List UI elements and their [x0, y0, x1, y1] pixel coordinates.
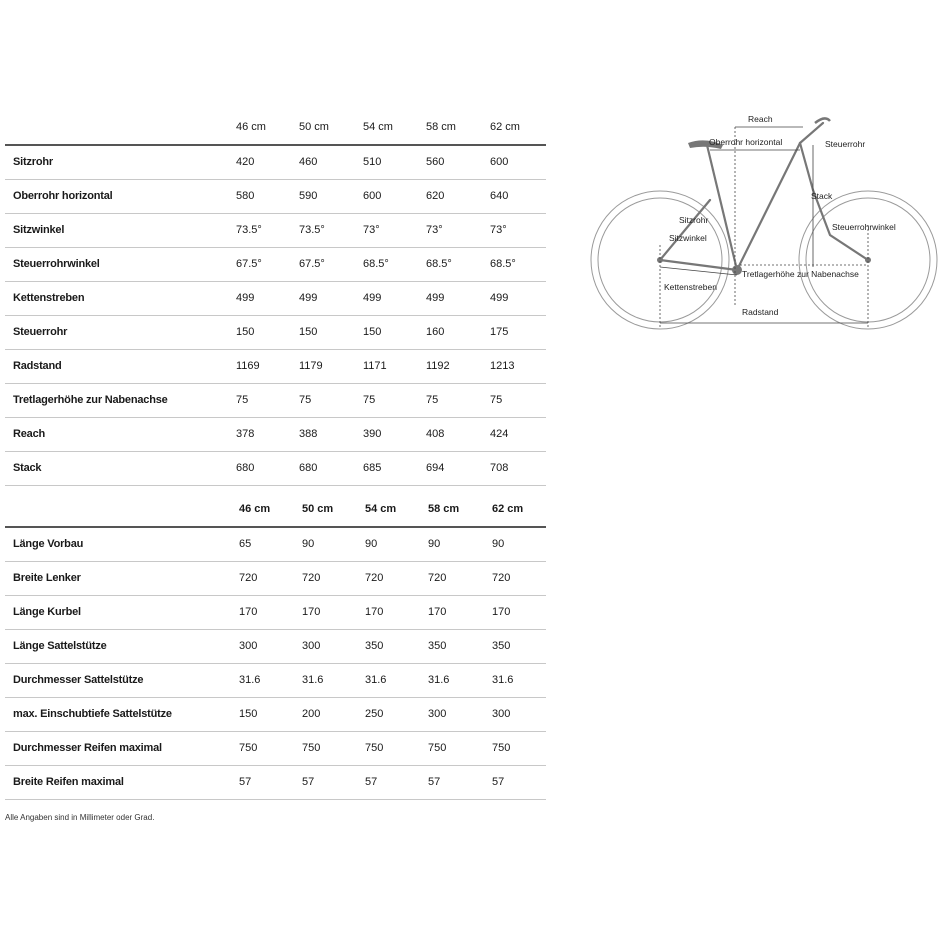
table-cell: 200: [302, 708, 321, 720]
table-cell: 350: [428, 640, 447, 652]
table-row: [5, 316, 546, 350]
table-cell: 720: [492, 572, 511, 584]
table-cell: 720: [302, 572, 321, 584]
table-cell: 73°: [426, 224, 443, 236]
table-cell: 1169: [236, 360, 260, 372]
table-cell: 57: [239, 776, 252, 788]
table-cell: 68.5°: [490, 258, 516, 270]
table-cell: 170: [492, 606, 511, 618]
table-cell: 68.5°: [426, 258, 452, 270]
table-row: [5, 180, 546, 214]
down-tube: [737, 143, 800, 270]
size-header: 62 cm: [490, 121, 520, 133]
bike-geometry-diagram: [585, 105, 940, 340]
table-cell: 170: [239, 606, 258, 618]
table-cell: 408: [426, 428, 445, 440]
bottom-bracket: [732, 265, 742, 275]
table-cell: 499: [426, 292, 445, 304]
geometry-table-header: [5, 111, 546, 145]
table-cell: 57: [428, 776, 441, 788]
table-cell: 73°: [363, 224, 380, 236]
table-row: [5, 418, 546, 452]
table-cell: 90: [492, 538, 505, 550]
table-cell: 1179: [299, 360, 323, 372]
table-row: [5, 698, 546, 732]
table-row: [5, 282, 546, 316]
table-cell: 680: [299, 462, 318, 474]
table-cell: 150: [299, 326, 318, 338]
table-row: [5, 596, 546, 630]
table-cell: 750: [302, 742, 321, 754]
row-label: Radstand: [13, 360, 62, 372]
table-row: [5, 766, 546, 800]
table-cell: 170: [365, 606, 384, 618]
table-cell: 499: [490, 292, 509, 304]
table-cell: 73°: [490, 224, 507, 236]
table-cell: 75: [490, 394, 503, 406]
table-row: [5, 664, 546, 698]
diagram-label-tretlager: Tretlagerhöhe zur Nabenachse: [742, 269, 859, 279]
size-header: 54 cm: [365, 503, 397, 515]
size-header: 46 cm: [236, 121, 266, 133]
size-header: 58 cm: [426, 121, 456, 133]
table-cell: 694: [426, 462, 445, 474]
diagram-label-steuerrohrwinkel: Steuerrohrwinkel: [832, 222, 896, 232]
row-label: max. Einschubtiefe Sattelstütze: [13, 708, 172, 720]
table-cell: 720: [239, 572, 258, 584]
table-cell: 160: [426, 326, 445, 338]
table-row: [5, 732, 546, 766]
table-cell: 390: [363, 428, 382, 440]
table-cell: 75: [236, 394, 249, 406]
diagram-label-reach: Reach: [748, 114, 773, 124]
table-cell: 680: [236, 462, 255, 474]
table-cell: 685: [363, 462, 382, 474]
footnote: Alle Angaben sind in Millimeter oder Grad.: [5, 813, 155, 822]
table-cell: 499: [299, 292, 318, 304]
row-label: Sitzrohr: [13, 156, 53, 168]
table-cell: 175: [490, 326, 509, 338]
table-cell: 750: [492, 742, 511, 754]
seatstay: [660, 200, 710, 260]
table-cell: 720: [365, 572, 384, 584]
size-header: 62 cm: [492, 503, 524, 515]
row-label: Oberrohr horizontal: [13, 190, 113, 202]
table-cell: 600: [490, 156, 509, 168]
diagram-label-sitzrohr: Sitzrohr: [679, 215, 709, 225]
row-label: Kettenstreben: [13, 292, 85, 304]
table-cell: 300: [239, 640, 258, 652]
table-cell: 31.6: [428, 674, 450, 686]
table-cell: 150: [363, 326, 382, 338]
table-cell: 65: [239, 538, 252, 550]
diagram-label-radstand: Radstand: [742, 307, 779, 317]
table-cell: 250: [365, 708, 384, 720]
table-cell: 57: [365, 776, 378, 788]
table-cell: 170: [428, 606, 447, 618]
table-cell: 31.6: [239, 674, 261, 686]
table-cell: 73.5°: [299, 224, 325, 236]
row-label: Länge Vorbau: [13, 538, 84, 550]
table-row: [5, 146, 546, 180]
table-cell: 580: [236, 190, 255, 202]
row-label: Stack: [13, 462, 42, 474]
table-cell: 750: [239, 742, 258, 754]
row-label: Durchmesser Reifen maximal: [13, 742, 162, 754]
table-row: [5, 350, 546, 384]
table-cell: 150: [236, 326, 255, 338]
table-cell: 73.5°: [236, 224, 262, 236]
table-cell: 57: [302, 776, 315, 788]
table-cell: 90: [302, 538, 315, 550]
table-row: [5, 214, 546, 248]
row-label: Breite Lenker: [13, 572, 81, 584]
diagram-label-sitzwinkel: Sitzwinkel: [669, 233, 707, 243]
table-cell: 300: [492, 708, 511, 720]
row-label: Länge Sattelstütze: [13, 640, 107, 652]
components-table-header: [5, 493, 546, 527]
table-cell: 350: [492, 640, 511, 652]
table-cell: 75: [299, 394, 312, 406]
table-cell: 708: [490, 462, 509, 474]
row-label: Tretlagerhöhe zur Nabenachse: [13, 394, 168, 406]
table-row: [5, 562, 546, 596]
table-cell: 150: [239, 708, 258, 720]
table-cell: 378: [236, 428, 255, 440]
table-cell: 720: [428, 572, 447, 584]
table-row: [5, 630, 546, 664]
table-cell: 460: [299, 156, 318, 168]
table-cell: 57: [492, 776, 505, 788]
table-cell: 750: [365, 742, 384, 754]
table-cell: 510: [363, 156, 382, 168]
row-label: Reach: [13, 428, 46, 440]
table-cell: 90: [428, 538, 441, 550]
row-label: Steuerrohrwinkel: [13, 258, 100, 270]
table-cell: 300: [428, 708, 447, 720]
table-row: [5, 384, 546, 418]
table-cell: 420: [236, 156, 255, 168]
table-row: [5, 452, 546, 486]
table-row: [5, 528, 546, 562]
table-cell: 350: [365, 640, 384, 652]
size-header: 58 cm: [428, 503, 460, 515]
table-cell: 590: [299, 190, 318, 202]
table-cell: 1213: [490, 360, 515, 372]
table-cell: 750: [428, 742, 447, 754]
table-cell: 68.5°: [363, 258, 389, 270]
size-header: 50 cm: [299, 121, 329, 133]
table-cell: 31.6: [302, 674, 324, 686]
table-cell: 600: [363, 190, 382, 202]
table-cell: 620: [426, 190, 445, 202]
table-cell: 499: [363, 292, 382, 304]
seatpost: [707, 145, 713, 170]
table-cell: 75: [426, 394, 439, 406]
head-tube: [800, 143, 813, 190]
table-cell: 75: [363, 394, 376, 406]
diagram-label-stack: Stack: [811, 191, 833, 201]
table-cell: 90: [365, 538, 378, 550]
diagram-label-kettenstreben: Kettenstreben: [664, 282, 717, 292]
table-cell: 1192: [426, 360, 450, 372]
table-cell: 31.6: [492, 674, 514, 686]
row-label: Breite Reifen maximal: [13, 776, 124, 788]
table-cell: 499: [236, 292, 255, 304]
diagram-label-oberrohr: Oberrohr horizontal: [709, 137, 783, 147]
table-cell: 67.5°: [299, 258, 325, 270]
size-header: 46 cm: [239, 503, 271, 515]
size-header: 50 cm: [302, 503, 334, 515]
size-header: 54 cm: [363, 121, 393, 133]
row-label: Steuerrohr: [13, 326, 68, 338]
diagram-label-steuerrohr: Steuerrohr: [825, 139, 866, 149]
table-cell: 560: [426, 156, 445, 168]
table-cell: 300: [302, 640, 321, 652]
table-cell: 424: [490, 428, 509, 440]
row-label: Durchmesser Sattelstütze: [13, 674, 144, 686]
stem: [800, 123, 823, 143]
table-cell: 388: [299, 428, 318, 440]
row-label: Länge Kurbel: [13, 606, 81, 618]
table-cell: 170: [302, 606, 321, 618]
table-cell: 31.6: [365, 674, 387, 686]
row-label: Sitzwinkel: [13, 224, 65, 236]
table-cell: 640: [490, 190, 509, 202]
table-row: [5, 248, 546, 282]
table-cell: 67.5°: [236, 258, 262, 270]
table-cell: 1171: [363, 360, 387, 372]
